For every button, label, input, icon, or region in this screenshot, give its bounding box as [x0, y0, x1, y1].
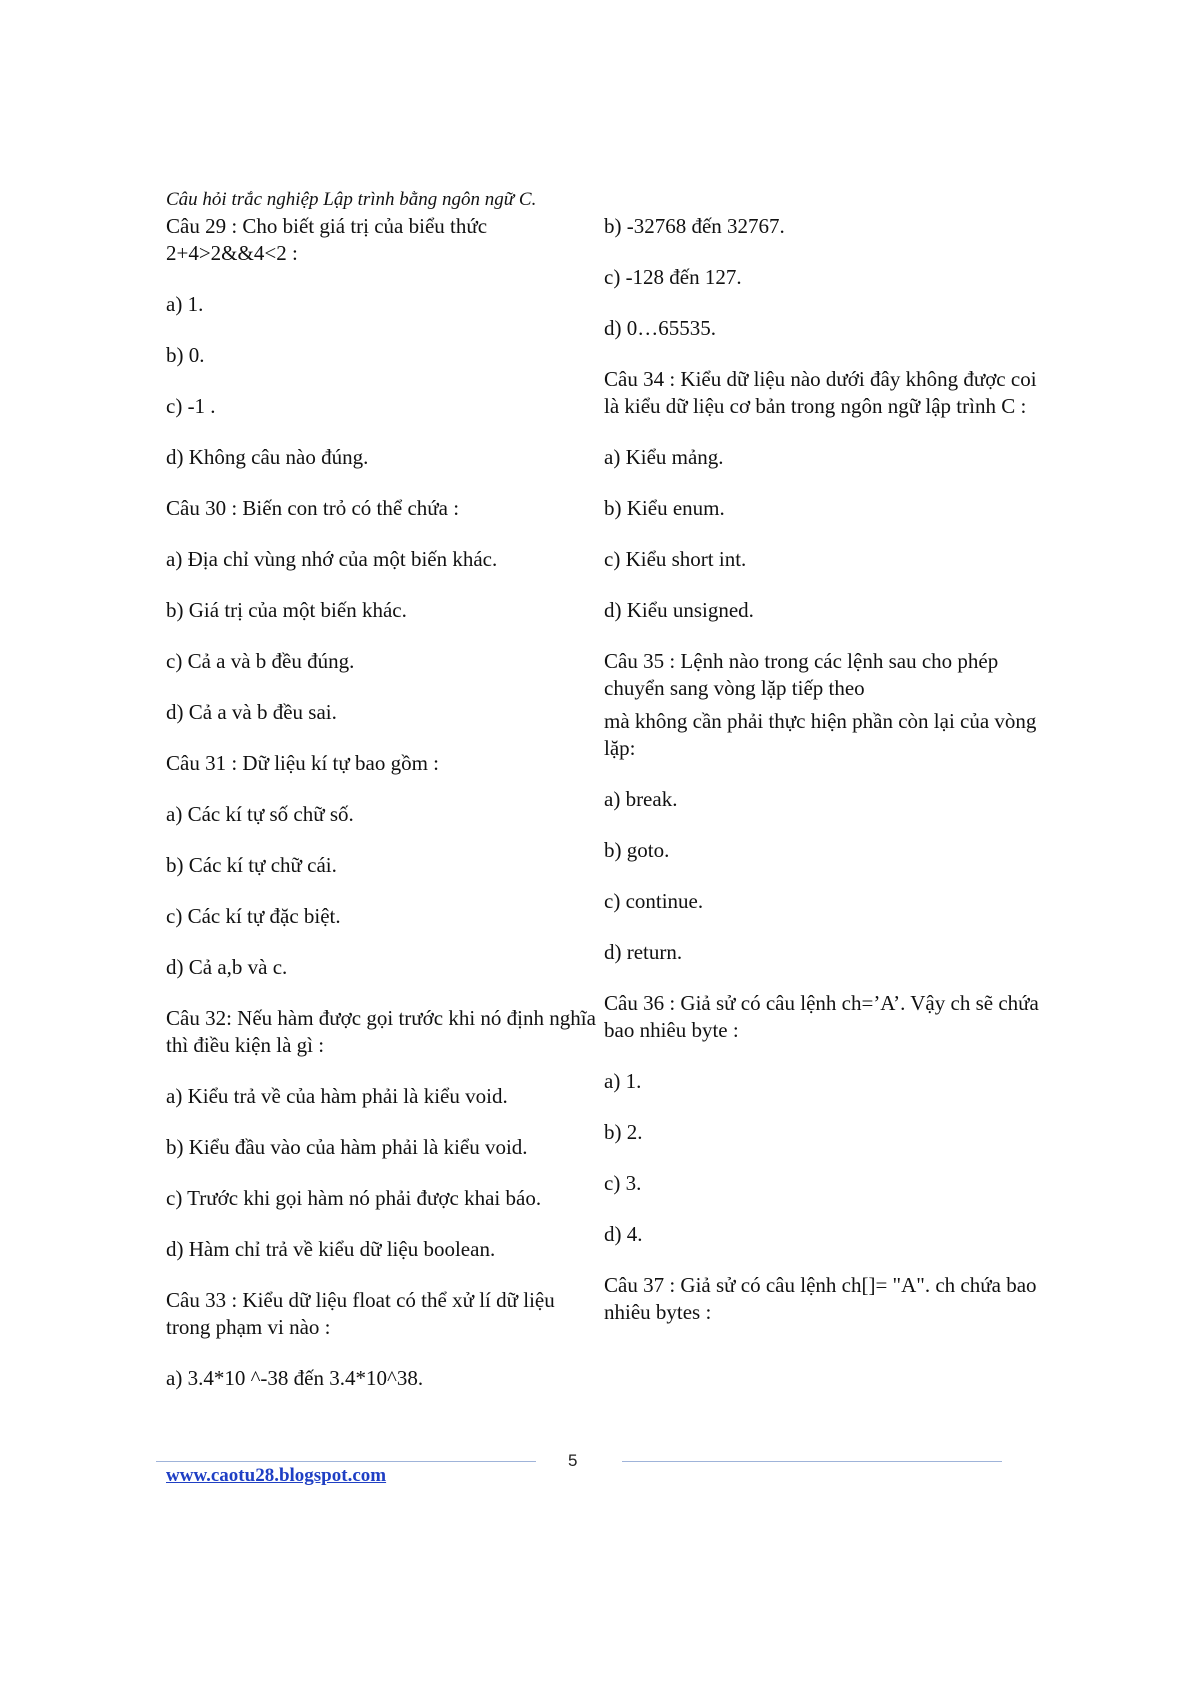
- question-29-option-d: d) Không câu nào đúng.: [166, 445, 369, 469]
- question-31-option-d: d) Cả a,b và c.: [166, 955, 288, 979]
- left-column: [166, 213, 596, 1416]
- question-35-option-d: d) return.: [604, 940, 683, 964]
- footer-divider-left: [156, 1461, 536, 1462]
- question-33-option-d: d) 0…65535.: [604, 316, 716, 340]
- question-33-option-a: a) 3.4*10 ^-38 đến 3.4*10^38.: [166, 1366, 424, 1390]
- question-31: Câu 31 : Dữ liệu kí tự bao gồm :: [166, 751, 439, 775]
- question-30-option-b: b) Giá trị của một biến khác.: [166, 598, 407, 622]
- question-29-option-a: a) 1.: [166, 292, 204, 316]
- question-33: Câu 33 : Kiểu dữ liệu float có thể xử lí dữ liệu trong phạm vi nào :: [166, 1288, 555, 1339]
- question-32-option-a: a) Kiểu trả về của hàm phải là kiểu void.: [166, 1084, 508, 1108]
- question-36-option-a: a) 1.: [604, 1069, 642, 1093]
- question-34: Câu 34 : Kiểu dữ liệu nào dưới đây không được coi là kiểu dữ liệu cơ bản trong ngôn ngữ lập trình C :: [604, 367, 1037, 418]
- question-31-option-a: a) Các kí tự số chữ số.: [166, 802, 354, 826]
- question-29-option-c: c) -1 .: [166, 394, 216, 418]
- right-column: [604, 213, 1044, 1350]
- question-31-option-b: b) Các kí tự chữ cái.: [166, 853, 337, 877]
- question-31-option-c: c) Các kí tự đặc biệt.: [166, 904, 341, 928]
- question-35-option-b: b) goto.: [604, 838, 670, 862]
- question-32: Câu 32: Nếu hàm được gọi trước khi nó định nghĩa thì điều kiện là gì :: [166, 1006, 596, 1057]
- question-32-option-b: b) Kiểu đầu vào của hàm phải là kiểu void.: [166, 1135, 528, 1159]
- question-35-continued: mà không cần phải thực hiện phần còn lại của vòng lặp:: [604, 709, 1037, 760]
- question-34-option-a: a) Kiểu mảng.: [604, 445, 724, 469]
- question-29-option-b: b) 0.: [166, 343, 205, 367]
- page-header-title: Câu hỏi trắc nghiệp Lập trình bằng ngôn ngữ C.: [166, 189, 537, 210]
- question-33-option-c: c) -128 đến 127.: [604, 265, 742, 289]
- question-36-option-d: d) 4.: [604, 1222, 643, 1246]
- question-34-option-c: c) Kiểu short int.: [604, 547, 747, 571]
- question-29: Câu 29 : Cho biết giá trị của biểu thức 2+4>2&&4<2 :: [166, 214, 488, 265]
- question-33-option-b: b) -32768 đến 32767.: [604, 214, 785, 238]
- question-30: Câu 30 : Biến con trỏ có thể chứa :: [166, 496, 460, 520]
- question-35: Câu 35 : Lệnh nào trong các lệnh sau cho phép chuyển sang vòng lặp tiếp theo: [604, 649, 999, 700]
- question-36-option-b: b) 2.: [604, 1120, 643, 1144]
- question-34-option-b: b) Kiểu enum.: [604, 496, 725, 520]
- question-34-option-d: d) Kiểu unsigned.: [604, 598, 754, 622]
- page-number: 5: [568, 1451, 578, 1470]
- question-35-option-c: c) continue.: [604, 889, 704, 913]
- question-30-option-d: d) Cả a và b đều sai.: [166, 700, 337, 724]
- footer-website-link[interactable]: www.caotu28.blogspot.com: [166, 1465, 387, 1486]
- question-36-option-c: c) 3.: [604, 1171, 642, 1195]
- question-36: Câu 36 : Giả sử có câu lệnh ch=’A’. Vậy ch sẽ chứa bao nhiêu byte :: [604, 991, 1039, 1042]
- question-35-option-a: a) break.: [604, 787, 678, 811]
- question-32-option-c: c) Trước khi gọi hàm nó phải được khai báo.: [166, 1186, 542, 1210]
- footer-divider-right: [622, 1461, 1002, 1462]
- question-32-option-d: d) Hàm chỉ trả về kiểu dữ liệu boolean.: [166, 1237, 496, 1261]
- question-37: Câu 37 : Giả sử có câu lệnh ch[]= "A". ch chứa bao nhiêu bytes :: [604, 1273, 1037, 1324]
- question-30-option-c: c) Cả a và b đều đúng.: [166, 649, 355, 673]
- question-30-option-a: a) Địa chỉ vùng nhớ của một biến khác.: [166, 547, 498, 571]
